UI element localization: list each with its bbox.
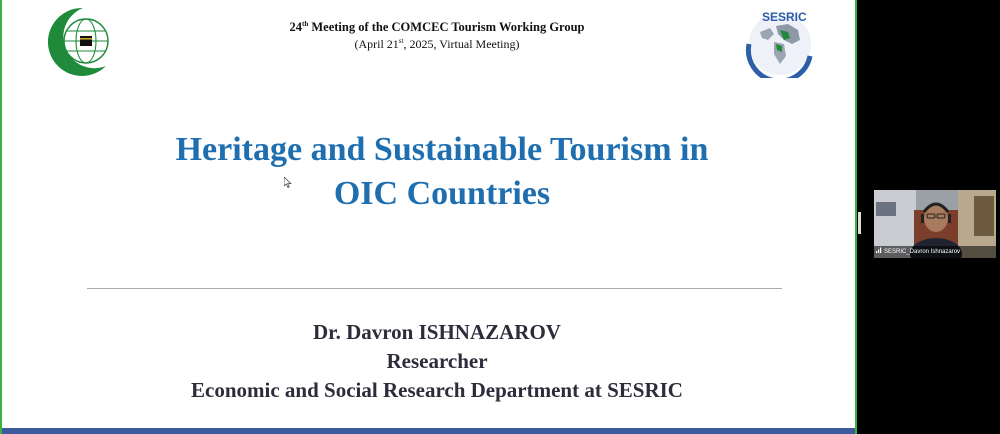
participant-name-label xyxy=(874,246,996,258)
signal-strength-icon xyxy=(876,246,882,258)
slide-title xyxy=(92,128,792,216)
meeting-header xyxy=(272,20,602,52)
participant-video-tile[interactable] xyxy=(874,190,996,258)
presenter-name: Dr. Davron ISHNAZAROV xyxy=(313,320,561,344)
slide-title-line2: OIC Countries xyxy=(333,175,551,212)
presenter-role: Researcher xyxy=(386,349,488,373)
panel-resize-handle[interactable] xyxy=(858,212,861,234)
participant-name: SESRIC_Davron Ishnazarov xyxy=(884,249,961,255)
presenter-department: Economic and Social Research Department at SESRIC xyxy=(191,378,683,402)
mouse-pointer-icon xyxy=(284,177,292,188)
slide-bottom-bar xyxy=(2,428,855,434)
slide-divider xyxy=(87,288,782,289)
svg-text:SESRIC: SESRIC xyxy=(762,10,807,24)
meeting-date: (April 21st, 2025, Virtual Meeting) xyxy=(354,37,520,51)
meeting-title: 24th Meeting of the COMCEC Tourism Working Group xyxy=(289,19,585,34)
oic-logo xyxy=(46,6,120,78)
presenter-info xyxy=(92,318,782,405)
slide-title-line1: Heritage and Sustainable Tourism in xyxy=(175,131,709,168)
sesric-logo xyxy=(740,4,818,78)
